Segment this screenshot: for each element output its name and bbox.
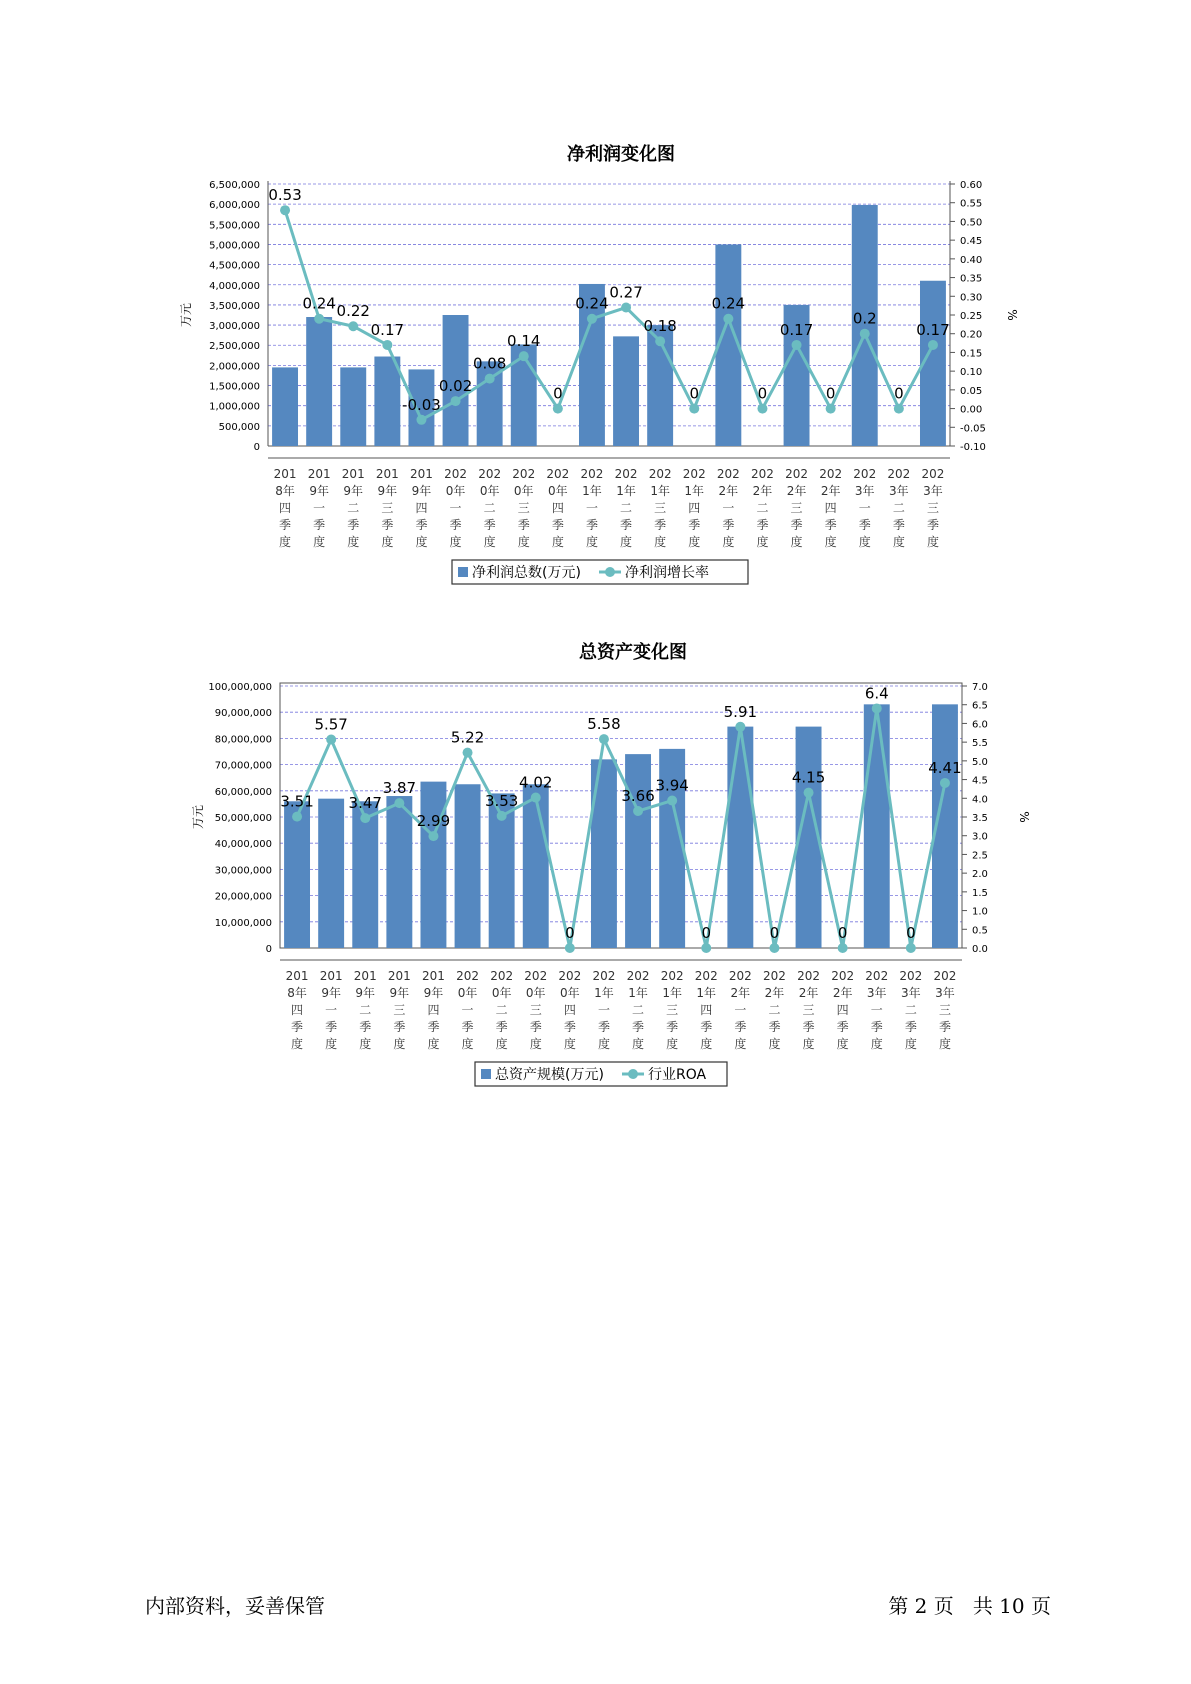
y-tick-label: 90,000,000 [214,708,272,720]
data-label: 0.22 [336,302,370,321]
data-label: 0.24 [575,294,609,313]
x-tick-label: 202 1年一季度 [580,467,604,549]
y2-tick-label: 5.0 [972,756,988,768]
data-label: 0 [837,924,848,942]
x-tick-label: 202 3年一季度 [853,467,877,549]
data-label: 5.22 [450,728,485,747]
y-tick-label: 4,500,000 [209,260,260,272]
data-label: 6.4 [864,684,889,703]
y2-tick-label: 0.5 [972,925,988,937]
data-label: 3.66 [621,787,655,806]
y-tick-label: 40,000,000 [214,839,272,851]
legend-line-label: 行业ROA [648,1067,707,1083]
y2-tick-label: 0.35 [960,273,983,285]
data-label: -0.03 [402,395,441,414]
bar [625,754,651,948]
bar [613,336,639,446]
x-tick-label: 202 0年四季度 [558,969,582,1051]
data-label: 0.24 [711,294,746,313]
data-label: 0 [701,924,712,942]
data-label: 5.58 [587,715,621,734]
y-tick-label: 5,000,000 [209,240,260,252]
line-point [394,798,404,808]
chart-title: 净利润变化图 [567,144,675,165]
data-label: 0.02 [438,377,473,396]
bar [420,782,446,948]
plot-border [280,683,962,948]
x-tick-label: 201 8年四季度 [273,467,297,549]
x-tick-label: 202 3年三季度 [933,969,957,1051]
y2-tick-label: 3.0 [972,831,988,843]
line-point [382,340,392,350]
line-point [599,734,609,744]
x-tick-label: 202 2年二季度 [750,467,774,549]
y-tick-label: 4,000,000 [209,280,260,292]
y2-tick-label: 0.40 [960,254,983,266]
line-point [416,415,426,425]
data-label: 0 [553,384,563,403]
legend-line-marker [605,567,615,577]
y-tick-label: 10,000,000 [214,917,272,929]
y-tick-label: 1,000,000 [209,401,260,413]
data-label: 0.18 [643,317,677,336]
line-point [348,321,358,331]
y-tick-label: 50,000,000 [214,813,272,824]
y-tick-label: 0 [265,944,272,955]
line-point [928,340,938,350]
x-tick-label: 201 9年三季度 [387,969,411,1051]
y2-tick-label: 3.5 [972,813,988,824]
line-point [565,943,575,953]
line-point [792,340,802,350]
data-label: 4.15 [791,768,826,787]
legend-bar-label: 总资产规模(万元) [495,1067,604,1083]
bar [340,367,366,446]
y2-tick-label: 0.50 [960,217,983,229]
y-tick-label: 500,000 [218,421,260,433]
data-label: 3.94 [655,776,689,795]
line-point [497,811,507,821]
y2-tick-label: 1.0 [972,906,988,918]
line-point [360,813,370,823]
bar [455,784,481,948]
data-label: 0.17 [916,320,950,339]
line-point [587,314,597,324]
chart-title: 总资产变化图 [579,642,687,663]
line-point [292,812,302,822]
x-tick-label: 202 1年二季度 [626,969,650,1051]
line-point [485,374,495,384]
bar [352,801,378,948]
y2-tick-label: 0.45 [960,236,983,248]
line-point [655,336,665,346]
data-label: 0.2 [852,309,877,328]
line-point [633,806,643,816]
data-label: 0 [689,384,700,403]
y2-tick-label: 0.60 [960,180,983,191]
x-tick-label: 202 0年三季度 [512,467,536,549]
y-tick-label: 60,000,000 [214,786,272,798]
y-tick-label: 100,000,000 [208,682,272,693]
line-point [463,748,473,758]
line-point [326,735,336,745]
x-tick-label: 202 0年四季度 [546,467,570,549]
x-tick-label: 202 0年二季度 [490,969,514,1051]
y2-tick-label: 0.0 [972,944,988,955]
x-tick-label: 202 2年四季度 [831,969,855,1051]
bar [386,796,412,948]
data-label: 0.17 [370,320,405,339]
data-label: 4.02 [519,773,553,792]
line-point [553,404,563,414]
line-point [826,404,836,414]
y-tick-label: 6,500,000 [209,180,260,191]
y2-tick-label: 0.55 [960,198,983,210]
line-point [280,205,290,215]
x-tick-label: 202 1年三季度 [648,467,672,549]
x-tick-label: 201 9年三季度 [375,467,399,549]
data-label: 2.99 [416,812,451,831]
y2-tick-label: -0.05 [960,423,986,435]
x-tick-label: 202 1年四季度 [694,969,718,1051]
x-tick-label: 201 9年一季度 [307,467,331,549]
data-label: 0.08 [472,354,507,373]
legend-bar-swatch [481,1069,491,1079]
line-point [667,796,677,806]
data-label: 0 [565,924,575,942]
y-tick-label: 2,000,000 [209,361,260,373]
x-tick-label: 202 1年四季度 [682,467,706,549]
line-point [769,943,779,953]
data-label: 0.27 [609,283,643,302]
y2-tick-label: -0.10 [960,442,986,453]
y2-tick-label: 0.25 [960,311,983,322]
line-point [894,404,904,414]
y2-tick-label: 0.05 [960,385,983,397]
x-tick-label: 202 3年二季度 [887,467,911,549]
x-tick-label: 201 9年一季度 [319,969,343,1051]
line-point [428,831,438,841]
line-point [804,788,814,798]
y2-tick-label: 0.00 [960,404,983,416]
line-point [314,314,324,324]
x-tick-label: 202 2年四季度 [819,467,843,549]
bar [272,367,298,446]
data-label: 0.17 [779,320,814,339]
y2-tick-label: 0.30 [960,292,983,304]
line-point [723,314,733,324]
x-tick-label: 202 2年一季度 [716,467,740,549]
x-tick-label: 202 1年二季度 [614,467,638,549]
x-tick-label: 202 0年一季度 [444,467,468,549]
bar [864,704,890,948]
y2-tick-label: 2.0 [972,869,988,881]
bar [727,727,753,948]
y2-tick-label: 1.5 [972,887,988,899]
x-tick-label: 202 0年二季度 [478,467,502,549]
y-tick-label: 6,000,000 [209,200,260,212]
x-tick-label: 202 1年三季度 [660,969,684,1051]
x-tick-label: 201 9年四季度 [421,969,445,1051]
x-tick-label: 201 9年二季度 [353,969,377,1051]
legend-line-label: 净利润增长率 [625,565,709,581]
y2-tick-label: 0.20 [960,329,983,341]
y-tick-label: 5,500,000 [209,220,260,232]
line-point [531,793,541,803]
y2-tick-label: 6.0 [972,719,988,731]
footer-page-number: 第 2 页 共 10 页 [888,1594,1051,1618]
y-axis-label: 万元 [179,302,193,328]
legend-bar-swatch [458,567,468,577]
y-tick-label: 70,000,000 [214,760,272,772]
line-point [451,396,461,406]
data-label: 0.24 [302,294,336,313]
x-tick-label: 202 2年三季度 [785,467,809,549]
y-tick-label: 20,000,000 [214,891,272,903]
y2-tick-label: 0.10 [960,367,983,379]
bar [284,801,310,948]
data-label: 5.57 [314,715,348,734]
line-point [940,778,950,788]
x-tick-label: 202 0年三季度 [524,969,548,1051]
y2-tick-label: 0.15 [960,348,983,360]
y-tick-label: 1,500,000 [209,381,260,393]
x-tick-label: 202 1年一季度 [592,969,616,1051]
x-tick-label: 202 0年一季度 [456,969,480,1051]
y2-tick-label: 2.5 [972,850,988,862]
bar [306,317,332,446]
x-tick-label: 201 9年四季度 [409,467,433,549]
line-point [735,722,745,732]
line-point [519,351,529,361]
data-label: 5.91 [723,702,758,721]
data-label: 3.47 [348,794,382,813]
x-tick-label: 202 2年二季度 [762,969,786,1051]
data-label: 0 [757,384,768,403]
bar [374,357,400,446]
x-tick-label: 201 9年二季度 [341,467,365,549]
data-label: 3.87 [382,779,417,798]
x-tick-label: 202 3年三季度 [921,467,945,549]
y2-tick-label: 7.0 [972,682,988,693]
line-point [872,703,882,713]
y-axis-label: 万元 [191,804,205,830]
line-point [757,404,767,414]
x-tick-label: 201 8年四季度 [285,969,309,1051]
data-label: 0 [894,384,904,403]
data-label: 0 [906,924,916,942]
legend-bar-label: 净利润总数(万元) [472,565,581,581]
y2-tick-label: 6.5 [972,700,988,712]
y-tick-label: 3,500,000 [209,300,260,312]
line-point [906,943,916,953]
line-point [689,404,699,414]
y-tick-label: 80,000,000 [214,734,272,746]
y-tick-label: 30,000,000 [214,865,272,877]
footer-confidential: 内部资料，妥善保管 [145,1594,325,1618]
bar [318,799,344,948]
data-label: 3.51 [280,792,314,811]
data-label: 4.41 [928,758,962,777]
y2-tick-label: 4.0 [972,794,988,806]
line-point [838,943,848,953]
bar [523,784,549,948]
x-tick-label: 202 3年二季度 [899,969,923,1051]
legend-line-marker [628,1069,638,1079]
data-label: 0.53 [268,186,302,205]
data-label: 0 [825,384,836,403]
x-tick-label: 202 2年三季度 [797,969,821,1051]
y-tick-label: 2,500,000 [209,341,260,353]
x-tick-label: 202 3年一季度 [865,969,889,1051]
y2-axis-label: % [1017,811,1031,823]
line-point [701,943,711,953]
x-tick-label: 202 2年一季度 [728,969,752,1051]
data-label: 3.53 [484,791,519,810]
y-tick-label: 3,000,000 [209,321,260,333]
data-label: 0 [769,924,780,942]
y2-tick-label: 4.5 [972,775,988,787]
y2-tick-label: 5.5 [972,738,988,750]
data-label: 0.14 [507,332,541,351]
line-point [621,303,631,313]
line-point [860,329,870,339]
y-tick-label: 0 [253,442,260,453]
y2-axis-label: % [1005,309,1019,321]
